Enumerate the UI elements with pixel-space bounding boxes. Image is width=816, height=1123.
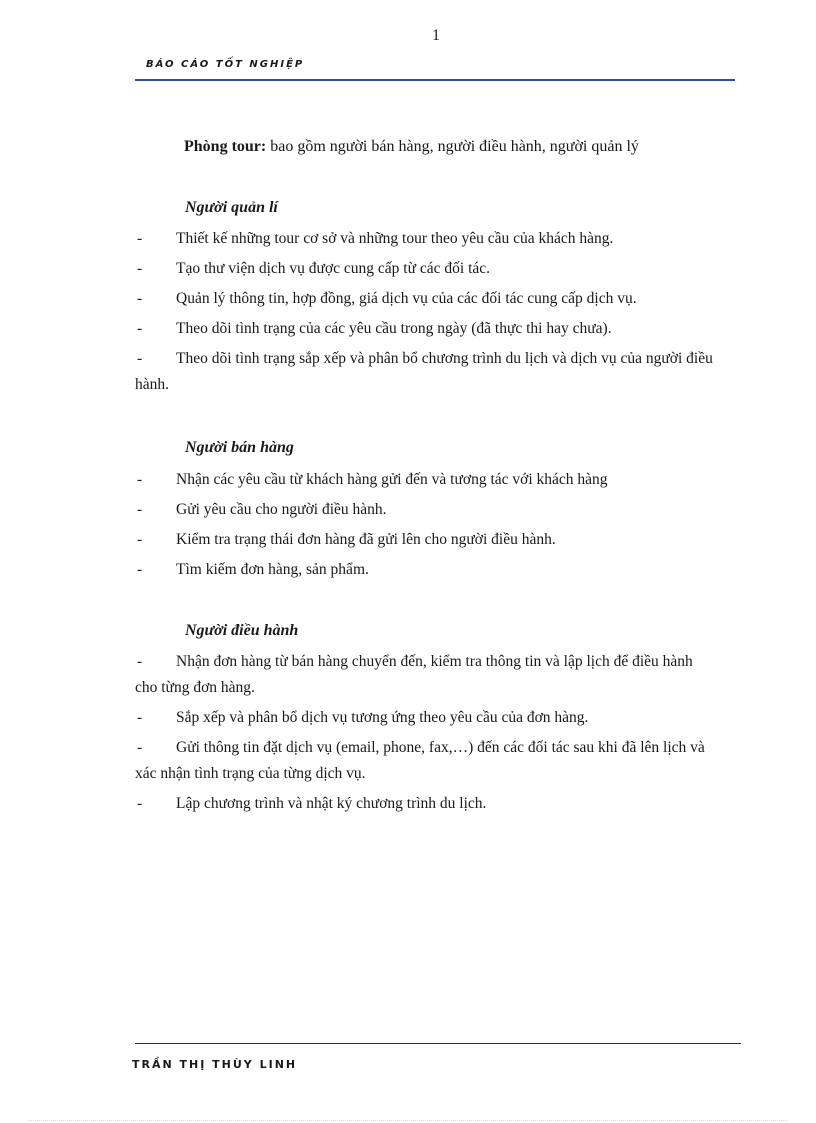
list-item [135, 497, 715, 523]
page-bottom-edge [28, 1120, 788, 1121]
bullet-dash: - [137, 290, 143, 307]
bullet-dash: - [137, 739, 143, 756]
intro-text: bao gồm người bán hàng, người điều hành, người quản lý [266, 138, 639, 155]
bullet-dash: - [137, 795, 143, 812]
list-item-text: Nhận các yêu cầu từ khách hàng gửi đến và tương tác với khách hàng [176, 471, 608, 488]
list-item-text: Theo dõi tình trạng của các yêu cầu trong ngày (đã thực thi hay chưa). [176, 320, 612, 337]
list-item [135, 557, 715, 583]
list-item [135, 316, 715, 342]
footer-rule [135, 1043, 741, 1044]
list-item [135, 346, 715, 398]
list-item [135, 735, 715, 787]
section-heading-manager: Người quản lí [185, 199, 278, 216]
bullet-dash: - [137, 653, 143, 670]
header-rule [135, 79, 735, 81]
bullet-dash: - [137, 230, 143, 247]
list-item-text: Thiết kế những tour cơ sở và những tour theo yêu cầu của khách hàng. [176, 230, 614, 247]
bullet-list-operator [135, 649, 715, 821]
page-number: 1 [432, 27, 440, 44]
footer-author: TRẦN THỊ THÙY LINH [132, 1058, 298, 1071]
header-title: BÁO CÁO TỐT NGHIỆP [146, 59, 305, 70]
bullet-dash: - [137, 320, 143, 337]
list-item [135, 791, 715, 817]
intro-label: Phòng tour: [184, 138, 267, 155]
list-item-text: Gửi yêu cầu cho người điều hành. [176, 501, 387, 518]
list-item-text: Tìm kiếm đơn hàng, sản phẩm. [176, 561, 369, 578]
list-item-text: Kiểm tra trạng thái đơn hàng đã gửi lên cho người điều hành. [176, 531, 556, 548]
list-item-text: Lập chương trình và nhật ký chương trình du lịch. [176, 795, 487, 812]
bullet-dash: - [137, 561, 143, 578]
section-heading-operator: Người điều hành [185, 622, 299, 639]
bullet-dash: - [137, 501, 143, 518]
list-item [135, 705, 715, 731]
bullet-dash: - [137, 471, 143, 488]
bullet-list-sales [135, 467, 715, 587]
intro-paragraph [184, 138, 639, 156]
list-item-text: Nhận đơn hàng từ bán hàng chuyển đến, kiểm tra thông tin và lập lịch để điều hành cho từng đơn hàng. [135, 653, 693, 696]
bullet-list-manager [135, 226, 715, 402]
list-item-text: Sắp xếp và phân bổ dịch vụ tương ứng theo yêu cầu của đơn hàng. [176, 709, 589, 726]
list-item [135, 649, 715, 701]
bullet-dash: - [137, 709, 143, 726]
list-item [135, 256, 715, 282]
list-item-text: Tạo thư viện dịch vụ được cung cấp từ các đối tác. [176, 260, 491, 277]
bullet-dash: - [137, 260, 143, 277]
bullet-dash: - [137, 350, 143, 367]
list-item [135, 286, 715, 312]
list-item [135, 527, 715, 553]
list-item [135, 226, 715, 252]
section-heading-sales: Người bán hàng [185, 439, 294, 456]
list-item-text: Theo dõi tình trạng sắp xếp và phân bổ chương trình du lịch và dịch vụ của người điều hành. [135, 350, 713, 393]
list-item-text: Quản lý thông tin, hợp đồng, giá dịch vụ của các đối tác cung cấp dịch vụ. [176, 290, 637, 307]
list-item-text: Gửi thông tin đặt dịch vụ (email, phone, fax,…) đến các đối tác sau khi đã lên lịch và xác nhận tình trạng của từng dịch vụ. [135, 739, 705, 782]
list-item [135, 467, 715, 493]
bullet-dash: - [137, 531, 143, 548]
